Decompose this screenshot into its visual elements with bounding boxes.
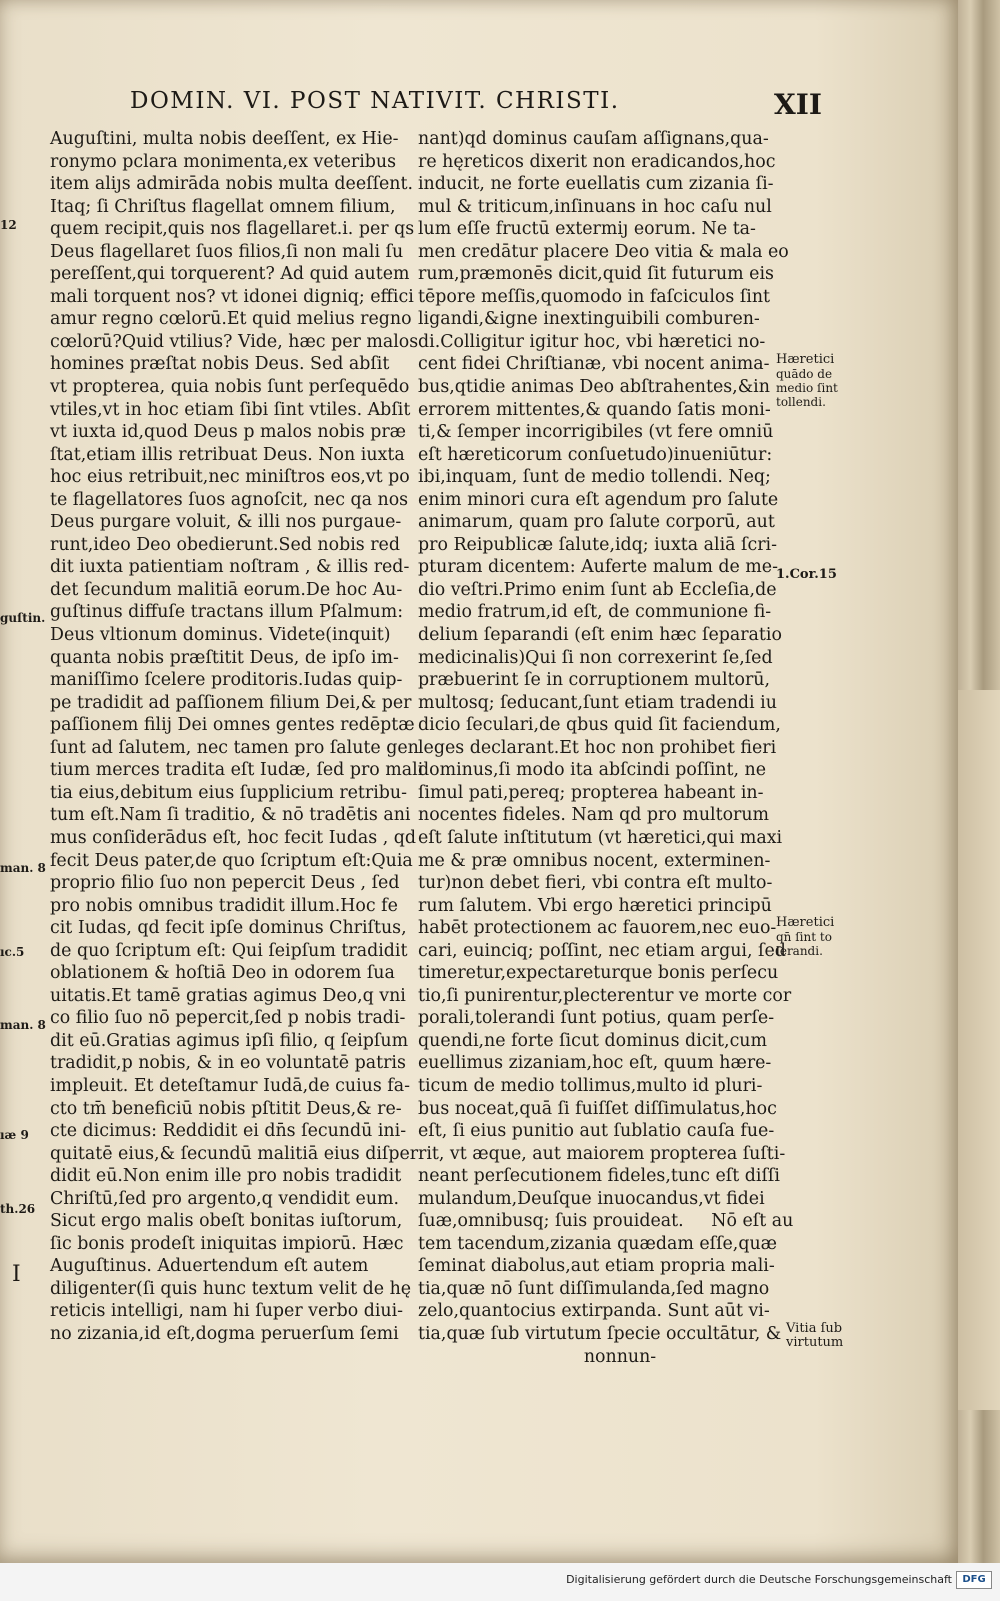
text-line: impleuit. Et deteſtamur Iudā,de cuius fa- bbox=[50, 1075, 410, 1096]
text-line: dicio ſeculari,de qbus quid ſit faciendum, bbox=[418, 715, 781, 736]
text-line: ſeminat diabolus,aut etiam propria mali- bbox=[418, 1256, 775, 1277]
text-line: Sicut ergo malis obeſt bonitas iuſtorum, bbox=[50, 1211, 403, 1232]
text-line: leges declarant.Et hoc non prohibet fieri bbox=[418, 737, 777, 758]
left-margin-ref: 12 bbox=[0, 218, 17, 232]
text-line: quanta nobis præſtitit Deus, de ipſo im- bbox=[50, 647, 399, 668]
margin-note-cor bbox=[776, 568, 837, 582]
margin-note-line: Hæretici bbox=[776, 915, 835, 930]
text-line: tia,quæ nō ſunt diſſimulanda,ſed magno bbox=[418, 1278, 770, 1299]
text-line: eſt hæreticorum conſuetudo)inueniūtur: bbox=[418, 444, 773, 465]
text-line: amur regno cœlorū.Et quid melius regno bbox=[50, 309, 412, 330]
text-line: vt propterea, quia nobis ſunt perſequēdo bbox=[50, 377, 410, 398]
text-line: inducit, ne forte euellatis cum zizania ſi- bbox=[418, 174, 774, 195]
text-line: tur)non debet fieri, vbi contra eſt multo- bbox=[418, 873, 773, 894]
text-line: reticis intelligi, nam hi ſuper verbo diui- bbox=[50, 1301, 404, 1322]
text-line: Deus flagellaret ſuos filios,ſi non mali ſu bbox=[50, 241, 404, 262]
text-line: homines præſtat nobis Deus. Sed abſit bbox=[50, 354, 390, 375]
text-line: ſuæ,omnibusq; ſuis prouideat. Nō eſt au bbox=[418, 1211, 794, 1232]
text-line: habēt protectionem ac fauorem,nec euo- bbox=[418, 918, 777, 939]
page-edge bbox=[958, 0, 1000, 1563]
text-line: nocentes fideles. Nam qd pro multorum bbox=[418, 805, 770, 826]
folio-number: XII bbox=[774, 88, 822, 121]
text-line: tium merces tradita eſt Iudæ, ſed pro mali bbox=[50, 760, 424, 781]
text-line: bus noceat,quā ſi fuiſſet diſſimulatus,hoc bbox=[418, 1098, 777, 1119]
running-head: DOMIN. VI. POST NATIVIT. CHRISTI. bbox=[130, 88, 620, 114]
text-line: mus conſiderādus eſt, hoc fecit Iudas , qd bbox=[50, 827, 417, 848]
left-margin-ref: ıæ 9 bbox=[0, 1128, 29, 1142]
dfg-logo: DFG bbox=[956, 1571, 992, 1589]
text-line: medicinalis)Qui ſi non correxerint ſe,ſed bbox=[418, 647, 773, 668]
text-line: me & præ omnibus nocent, exterminen- bbox=[418, 850, 771, 871]
text-line: tia,quæ ſub virtutum ſpecie occultātur, & bbox=[418, 1323, 782, 1344]
text-line: mali torquent nos? vt idonei digniq; effici bbox=[50, 286, 414, 307]
text-line: de quo ſcriptum eſt: Qui ſeipſum tradidit bbox=[50, 940, 408, 961]
text-line: rum ſalutem. Vbi ergo hæretici principū bbox=[418, 895, 772, 916]
text-line: ſic bonis prodeſt iniquitas impiorū. Hæc bbox=[50, 1233, 404, 1254]
text-line: quem recipit,quis nos flagellaret.i. per qs bbox=[50, 219, 415, 240]
text-line: multosq; ſeducant,ſunt etiam tradendi iu bbox=[418, 692, 777, 713]
text-line: tum eſt.Nam ſi traditio, & nō tradētis ani bbox=[50, 805, 411, 826]
text-line: ſunt ad ſalutem, nec tamen pro ſalute gen bbox=[50, 737, 419, 758]
text-line: animarum, quam pro ſalute corporū, aut bbox=[418, 512, 775, 533]
text-line: ſimul pati,pereq; propterea habeant in- bbox=[418, 782, 764, 803]
text-line: bus,qtidie animas Deo abſtrahentes,&in bbox=[418, 377, 770, 398]
text-line: item aliȷs admirāda nobis multa deeſſent. bbox=[50, 174, 414, 195]
text-line: euellimus zizaniam,hoc eſt, quum hære- bbox=[418, 1053, 772, 1074]
text-line: hoc eius retribuit,nec miniſtros eos,vt po bbox=[50, 467, 410, 488]
margin-note-line: lerandi. bbox=[776, 944, 823, 958]
text-line: pe tradidit ad paſſionem filium Dei,& per bbox=[50, 692, 412, 713]
margin-note-haeretici-tolerandi bbox=[776, 916, 834, 958]
text-line: ronymo pclara monimenta,ex veteribus bbox=[50, 151, 397, 172]
text-line: tēpore meſſis,quomodo in faſciculos ſint bbox=[418, 286, 771, 307]
text-line: eſt, ſi eius punitio aut ſublatio cauſa fue- bbox=[418, 1121, 775, 1142]
text-line: fecit Deus pater,de quo ſcriptum eſt:Quia bbox=[50, 850, 413, 871]
text-line: dit iuxta patientiam noſtram , & illis red- bbox=[50, 557, 410, 578]
text-line: co filio ſuo nō pepercit,ſed p nobis tradi- bbox=[50, 1008, 406, 1029]
margin-note-line: medio ſint bbox=[776, 381, 838, 395]
text-line: no zizania,id eſt,dogma peruerſum ſemi bbox=[50, 1323, 399, 1344]
text-line: tradidit,p nobis, & in eo voluntatē patris bbox=[50, 1053, 406, 1074]
text-line: pereſſent,qui torquerent? Ad quid autem bbox=[50, 264, 410, 285]
text-line: vtiles,vt in hoc etiam ſibi ſint vtiles. Abſit bbox=[50, 399, 411, 420]
margin-note-line: Hæretici bbox=[776, 352, 835, 367]
text-line: cent fidei Chriſtianæ, vbi nocent anima- bbox=[418, 354, 770, 375]
text-line: te flagellatores ſuos agnoſcit, nec qa nos bbox=[50, 489, 409, 510]
text-line: cœlorū?Quid vtilius? Vide, hæc per malos bbox=[50, 331, 419, 352]
text-line: tia eius,debitum eius ſupplicium retribu- bbox=[50, 782, 408, 803]
text-line: re hęreticos dixerit non eradicandos,hoc bbox=[418, 151, 776, 172]
text-line: guſtinus diffuſe tractans illum Pſalmum: bbox=[50, 602, 404, 623]
left-margin-ref: man. 8 bbox=[0, 1018, 46, 1032]
text-line: vt iuxta id,quod Deus p malos nobis præ bbox=[50, 422, 406, 443]
text-line: nonnun- bbox=[418, 1346, 657, 1367]
text-line: ti,& ſemper incorrigibiles (vt fere omniū bbox=[418, 422, 774, 443]
text-line: dio veſtri.Primo enim ſunt ab Eccleſia,de bbox=[418, 579, 777, 600]
margin-note-haeretici-tollendi bbox=[776, 353, 838, 409]
margin-note-line: Vitia ſub bbox=[786, 1321, 843, 1336]
left-text-column bbox=[50, 128, 424, 1346]
text-line: errorem mittentes,& quando ſatis moni- bbox=[418, 399, 771, 420]
margin-note-line: tollendi. bbox=[776, 395, 826, 409]
footer-credit: Digitalisierung gefördert durch die Deutsche Forschungsgemeinschaft bbox=[566, 1573, 952, 1586]
text-line: ſtat,etiam illis retribuat Deus. Non iuxta bbox=[50, 444, 405, 465]
text-line: ibi,inquam, ſunt de medio tollendi. Neq; bbox=[418, 467, 771, 488]
text-line: præbuerint ſe in corruptionem multorū, bbox=[418, 670, 771, 691]
text-line: proprio filio ſuo non pepercit Deus , ſed bbox=[50, 873, 400, 894]
margin-note-vitia bbox=[786, 1322, 843, 1350]
margin-note-line: 1.Cor.15 bbox=[776, 567, 837, 582]
text-line: cto tm̄ beneficiū nobis pſtitit Deus,& re- bbox=[50, 1098, 402, 1119]
text-line: cte dicimus: Reddidit ei dn̄s ſecundū ini- bbox=[50, 1121, 407, 1142]
text-line: dit eū.Gratias agimus ipſi filio, q ſeipſum bbox=[50, 1030, 409, 1051]
text-line: Deus vltionum dominus. Videte(inquit) bbox=[50, 625, 391, 646]
text-line: ticum de medio tollimus,multo id pluri- bbox=[418, 1075, 763, 1096]
margin-note-line: quādo de bbox=[776, 367, 833, 381]
text-line: quendi,ne forte ſicut dominus dicit,cum bbox=[418, 1030, 768, 1051]
text-line: enim minori cura eſt agendum pro ſalute bbox=[418, 489, 779, 510]
text-line: pturam dicentem: Auferte malum de me- bbox=[418, 557, 778, 578]
text-line: rum,præmonēs dicit,quid ſit futurum eis bbox=[418, 264, 774, 285]
right-text-column bbox=[418, 128, 794, 1368]
text-line: pro Reipublicæ ſalute,idq; iuxta aliā ſcri- bbox=[418, 534, 777, 555]
text-line: Itaq; ſi Chriſtus flagellat omnem filium, bbox=[50, 196, 396, 217]
text-line: Auguſtinus. Aduertendum eſt autem bbox=[50, 1256, 369, 1277]
text-line: neant perſecutionem fideles,tunc eſt diſſi bbox=[418, 1166, 780, 1187]
text-line: medio fratrum,id eſt, de communione fi- bbox=[418, 602, 772, 623]
text-line: rit, vt æque, aut maiorem propterea ſuſti- bbox=[418, 1143, 786, 1164]
margin-note-line: virtutum bbox=[786, 1335, 844, 1350]
text-line: Auguſtini, multa nobis deeſſent, ex Hie- bbox=[50, 129, 399, 149]
text-line: uitatis.Et tamē gratias agimus Deo,q vni bbox=[50, 985, 406, 1006]
text-line: di.Colligitur igitur hoc, vbi hæretici no- bbox=[418, 331, 766, 352]
left-margin-ref: I bbox=[12, 1262, 21, 1287]
text-line: timeretur,expectareturque bonis perſecu bbox=[418, 963, 779, 984]
text-line: ligandi,&igne inextinguibili comburen- bbox=[418, 309, 760, 330]
text-line: cit Iudas, qd fecit ipſe dominus Chriſtus, bbox=[50, 918, 407, 939]
text-line: diligenter(ſi quis hunc textum velit de hę bbox=[50, 1278, 412, 1299]
footer-bar bbox=[0, 1563, 1000, 1601]
text-line: porali,tolerandi ſunt potius, quam perſe- bbox=[418, 1008, 775, 1029]
left-margin-ref: ıc.5 bbox=[0, 945, 25, 959]
text-line: runt,ideo Deo obedierunt.Sed nobis red bbox=[50, 534, 400, 555]
text-line: quitatē eius,& ſecundū malitiā eius diſper bbox=[50, 1143, 419, 1164]
text-line: didit eū.Non enim ille pro nobis tradidit bbox=[50, 1166, 402, 1187]
text-line: pro nobis omnibus tradidit illum.Hoc fe bbox=[50, 895, 398, 916]
left-margin-ref: guſtin. bbox=[0, 611, 46, 625]
text-line: maniſſimo ſcelere proditoris.Iudas quip- bbox=[50, 670, 403, 691]
text-line: mulandum,Deuſque inuocandus,vt fidei bbox=[418, 1188, 765, 1209]
text-line: Deus purgare voluit, & illi nos purgaue- bbox=[50, 512, 402, 533]
text-line: paſſionem filij Dei omnes gentes redēptæ bbox=[50, 715, 415, 736]
text-line: tem tacendum,zizania quædam eſſe,quæ bbox=[418, 1233, 778, 1254]
text-line: men credātur placere Deo vitia & mala eo bbox=[418, 241, 789, 262]
text-line: delium ſeparandi (eſt enim hæc ſeparatio bbox=[418, 625, 782, 646]
text-line: nant)qd dominus cauſam aſſignans,qua- bbox=[418, 129, 769, 149]
text-line: dominus,ſi modo ita abſcindi poſſint, ne bbox=[418, 760, 767, 781]
text-line: zelo,quantocius extirpanda. Sunt aūt vi- bbox=[418, 1301, 770, 1322]
text-line: Chriſtū,ſed pro argento,q vendidit eum. bbox=[50, 1188, 400, 1209]
text-line: lum eſſe fructū extermiȷ eorum. Ne ta- bbox=[418, 219, 756, 240]
page-edge-strip bbox=[958, 690, 1000, 1410]
text-line: oblationem & hoſtiā Deo in odorem ſua bbox=[50, 963, 395, 984]
margin-note-line: qn̄ ſint to bbox=[776, 930, 832, 944]
text-line: det ſecundum malitiā eorum.De hoc Au- bbox=[50, 579, 403, 600]
text-line: tio,ſi punirentur,plecterentur ve morte cor bbox=[418, 985, 792, 1006]
left-margin-ref: man. 8 bbox=[0, 861, 46, 875]
text-line: mul & triticum,inſinuans in hoc caſu nul bbox=[418, 196, 772, 217]
text-line: eſt ſalute inſtitutum (vt hæretici,qui maxi bbox=[418, 827, 783, 848]
text-line: cari, euinciq; poſſint, nec etiam argui, ſed bbox=[418, 940, 786, 961]
left-margin-ref: th.26 bbox=[0, 1202, 36, 1216]
